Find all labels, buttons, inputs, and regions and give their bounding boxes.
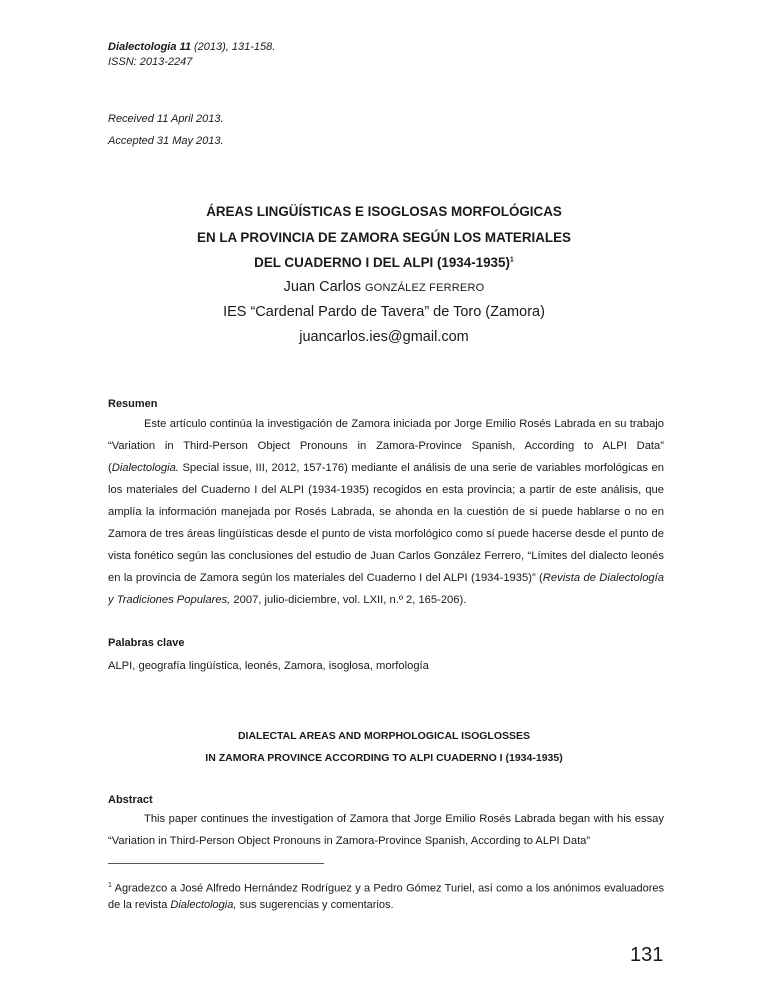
affiliation: IES “Cardenal Pardo de Tavera” de Toro (Zamora) [223,304,545,320]
english-title-line-2: IN ZAMORA PROVINCE ACCORDING TO ALPI CUADERNO I (1934-1935) [205,752,563,764]
resumen-journal-2: Revista de Dialectología y Tradiciones Populares, [108,572,664,606]
author-first-name: Juan Carlos [283,279,361,295]
received-date: Received 11 April 2013. [108,113,224,125]
journal-citation [108,40,275,55]
article-title-text: DEL CUADERNO I DEL ALPI (1934-1935) [254,255,510,270]
footnote-reference[interactable]: 1 [509,256,514,264]
footnote-text-a: Agradezco a José Alfredo Hernández Rodríguez y a Pedro Gómez Turiel, así como a los anónimos evaluadores de la revista [108,882,664,911]
author-last-name: GONZÁLEZ FERRERO [365,282,485,294]
article-title-line-2: EN LA PROVINCIA DE ZAMORA SEGÚN LOS MATERIALES [197,230,571,245]
footnote-text-b: sus sugerencias y comentarios. [236,898,394,911]
footnote [108,878,664,913]
footnote-mark: 1 [108,882,112,889]
journal-pages: (2013), 131-158. [194,41,276,53]
abstract-heading: Abstract [108,794,153,806]
journal-name: Dialectologia 11 [108,41,191,53]
resumen-text-3: 2007, julio-diciembre, vol. LXII, n.º 2, 165-206). [230,594,467,606]
accepted-date: Accepted 31 May 2013. [108,135,224,147]
footnote-divider [108,863,324,864]
abstract-text: This paper continues the investigation of Zamora that Jorge Emilio Rosés Labrada began with his essay “Variation in Third-Person Object Pronouns in Zamora-Province Spanish, According to ALPI Data” [108,813,664,847]
page-number: 131 [630,944,664,966]
abstract-paragraph [108,808,664,852]
resumen-text-2: Special issue, III, 2012, 157-176) mediante el análisis de una serie de variables morfológicas en los materiales del Cuaderno I del ALPI (1934-1935) recogidos en esta provincia; a partir de este análisis, que amplía la información manejada por Rosés Labrada, se ahonda en la cuestión de si puede hablarse o no en Zamora de tres áreas lingüísticas desde el punto de vista morfológico como sí puede hacerse desde el punto de vista fonético según las conclusiones del estudio de Juan Carlos González Ferrero, “Límites del dialecto leonés en la provincia de Zamora según los materiales del Cuaderno I del ALPI (1934-1935)” ( [108,462,664,584]
resumen-heading: Resumen [108,398,158,410]
resumen-journal-1: Dialectologia. [111,462,179,474]
issn: ISSN: 2013-2247 [108,56,193,68]
author [0,279,768,295]
author-email[interactable]: juancarlos.ies@gmail.com [299,329,469,345]
footnote-journal: Dialectologia, [170,898,237,911]
resumen-text-1: Este artículo continúa la investigación de Zamora iniciada por Jorge Emilio Rosés Labrada en su trabajo “Variation in Third-Person Object Pronouns in Zamora-Province Spanish, According to ALPI Data” ( [108,418,664,474]
keywords-heading: Palabras clave [108,637,185,649]
keywords-text: ALPI, geografía lingüística, leonés, Zamora, isoglosa, morfología [108,660,429,672]
resumen-paragraph [108,413,664,611]
article-title-line-1: ÁREAS LINGÜÍSTICAS E ISOGLOSAS MORFOLÓGICAS [206,204,562,219]
article-title-line-3 [0,255,768,270]
english-title-line-1: DIALECTAL AREAS AND MORPHOLOGICAL ISOGLOSSES [237,730,531,742]
